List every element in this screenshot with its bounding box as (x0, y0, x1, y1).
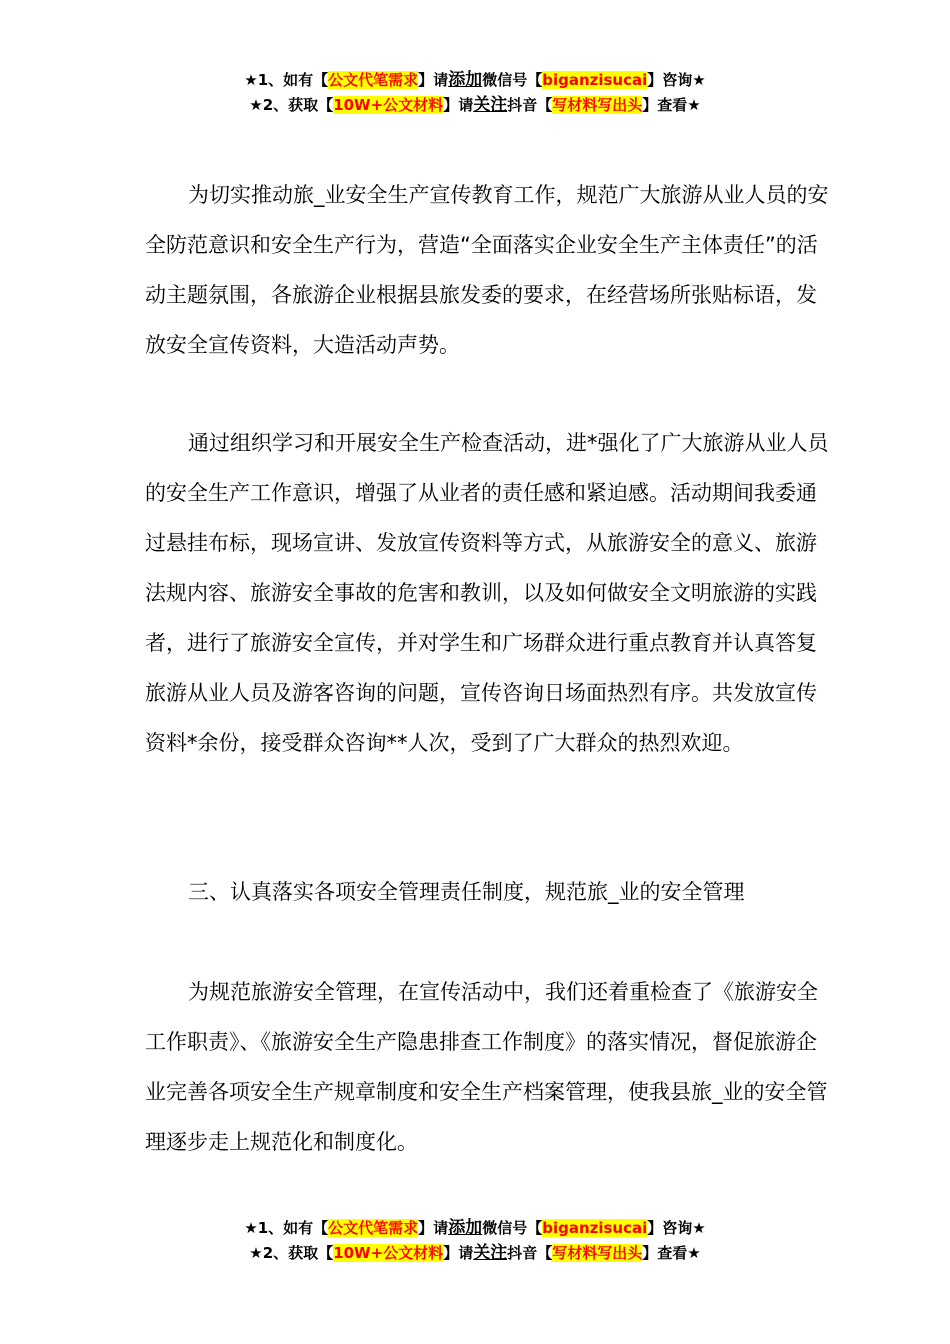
banner-wechat-id: biganzisucai (542, 1219, 648, 1237)
banner-text: 】请 (418, 71, 449, 89)
document-body-section-2 (145, 418, 833, 768)
banner-highlight: 公文代笔需求 (328, 1219, 419, 1237)
banner-text: 】请 (443, 96, 474, 114)
banner-text: 】查看★ (642, 96, 701, 114)
banner-line-1 (0, 1216, 950, 1241)
banner-wechat-id: biganzisucai (542, 71, 648, 89)
banner-text: 】请 (443, 1244, 474, 1262)
banner-emphasis: 添加 (448, 70, 483, 90)
banner-text: 】咨询★ (647, 71, 706, 89)
banner-douyin-id: 写材料写出头 (552, 96, 643, 114)
banner-emphasis: 关注 (473, 1243, 508, 1263)
banner-line-2 (0, 93, 950, 118)
banner-text: ★2、获取【 (249, 96, 334, 114)
banner-text: ★2、获取【 (249, 1244, 334, 1262)
paragraph-management: 为规范旅游安全管理，在宣传活动中，我们还着重检查了《旅游安全工作职责》、《旅游安全生产隐患排查工作制度》的落实情况，督促旅游企业完善各项安全生产规章制度和安全生产档案管理，使我县旅_业的安全管理逐步走上规范化和制度化。 (145, 980, 828, 1154)
banner-text: 】查看★ (642, 1244, 701, 1262)
banner-text: ★1、如有【 (244, 1219, 329, 1237)
banner-emphasis: 添加 (448, 1218, 483, 1238)
banner-douyin-id: 写材料写出头 (552, 1244, 643, 1262)
document-body-section-3 (145, 967, 833, 1167)
banner-text: 微信号【 (482, 1219, 543, 1237)
header-banner (0, 68, 950, 118)
banner-text: 微信号【 (482, 71, 543, 89)
footer-banner (0, 1216, 950, 1266)
banner-highlight: 10W+公文材料 (333, 1244, 444, 1262)
paragraph-activities: 通过组织学习和开展安全生产检查活动，进*强化了广大旅游从业人员的安全生产工作意识，增强了从业者的责任感和紧迫感。活动期间我委通过悬挂布标，现场宣讲、发放宣传资料等方式，从旅游安全的意义、旅游法规内容、旅游安全事故的危害和教训，以及如何做安全文明旅游的实践者，进行了旅游安全宣传，并对学生和广场群众进行重点教育并认真答复旅游从业人员及游客咨询的问题，宣传咨询日场面热烈有序。共发放宣传资料*余份，接受群众咨询**人次，受到了广大群众的热烈欢迎。 (145, 431, 829, 755)
banner-highlight: 10W+公文材料 (333, 96, 444, 114)
banner-line-1 (0, 68, 950, 93)
banner-highlight: 公文代笔需求 (328, 71, 419, 89)
banner-text: 】请 (418, 1219, 449, 1237)
banner-text: 】咨询★ (647, 1219, 706, 1237)
document-body-section-1 (145, 170, 833, 370)
banner-line-2 (0, 1241, 950, 1266)
banner-text: 抖音【 (507, 96, 553, 114)
paragraph-publicity: 为切实推动旅_业安全生产宣传教育工作，规范广大旅游从业人员的安全防范意识和安全生产行为，营造“全面落实企业安全生产主体责任”的活动主题氛围，各旅游企业根据县旅发委的要求，在经营场所张贴标语，发放安全宣传资料，大造活动声势。 (145, 183, 829, 357)
banner-emphasis: 关注 (473, 95, 508, 115)
banner-text: 抖音【 (507, 1244, 553, 1262)
document-section-heading (145, 867, 833, 917)
section-heading-3: 三、认真落实各项安全管理责任制度，规范旅_业的安全管理 (188, 880, 745, 904)
banner-text: ★1、如有【 (244, 71, 329, 89)
